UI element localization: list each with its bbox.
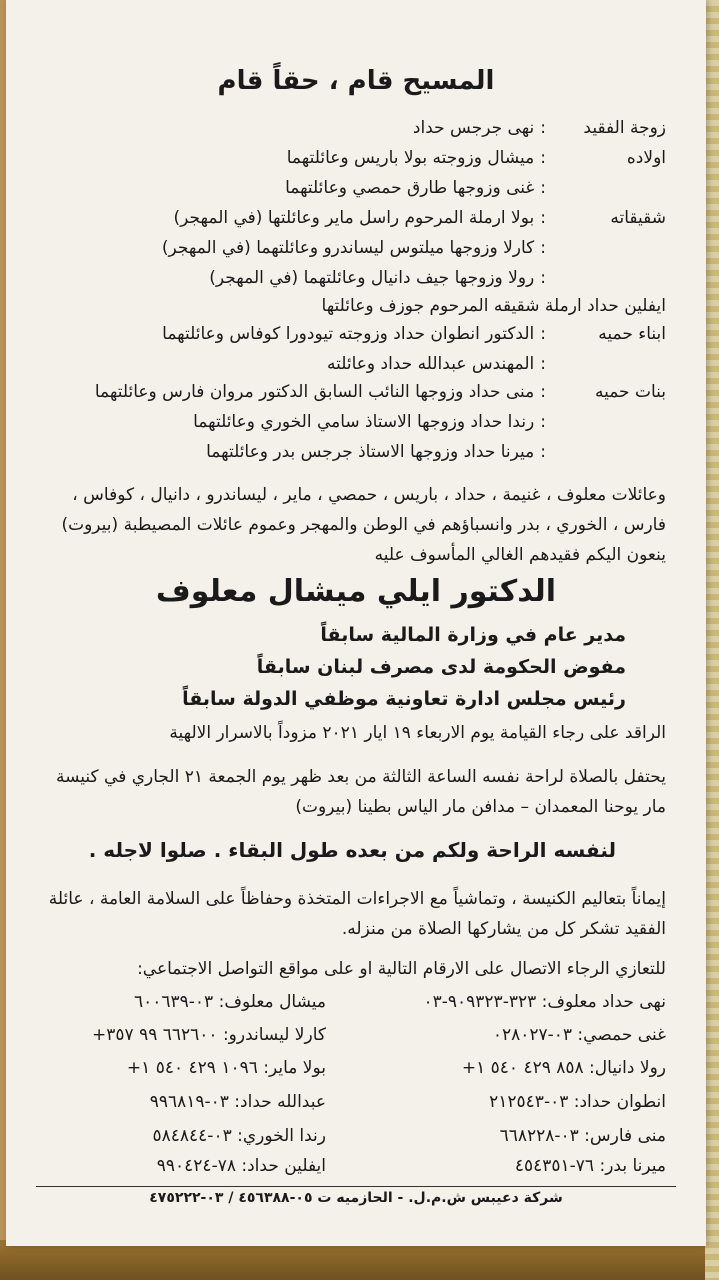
relative-line: :غنى وزوجها طارق حمصي وعائلتهما	[285, 178, 546, 198]
covid-note: إيماناً بتعاليم الكنيسة ، وتماشياً مع الاجراءات المتخذة وحفاظاً على السلامة العامة ، عائلة الفقيد تشكر كل من يشاركها الصلاة من منزله.	[48, 889, 666, 939]
prayer-notice: يحتفل بالصلاة لراحة نفسه الساعة الثالثة من بعد ظهر يوم الجمعة ٢١ الجاري في كنيسة مار يوحنا المعمدان – مدافن مار الياس بطينا (بيروت)	[56, 767, 666, 817]
relative-line: :رولا وزوجها جيف دانيال وعائلتهما (في المهجر)	[209, 268, 546, 288]
relative-text: كارلا وزوجها ميلتوس ليساندرو وعائلتهما (في المهجر)	[161, 238, 535, 258]
obituary-paper	[6, 0, 706, 1246]
relative-line: :المهندس عبدالله حداد وعائلته	[326, 354, 546, 374]
relative-text: بولا ارملة المرحوم راسل ماير وعائلتها (في المهجر)	[173, 208, 535, 228]
paper-edge	[705, 0, 719, 1280]
contact-entry: منى فارس: ٠٣-٦٦٨٢٢٨	[499, 1126, 666, 1146]
table-surface	[0, 1240, 719, 1280]
contact-entry: نهى حداد معلوف: ٣٢٣-٩٠٩٣٢٣-٠٣	[423, 992, 666, 1012]
contact-intro: للتعازي الرجاء الاتصال على الارقام التالية او على مواقع التواصل الاجتماعي:	[137, 959, 666, 979]
relative-label: بنات حميه	[594, 382, 666, 402]
relative-text: نهى جرجس حداد	[412, 118, 535, 138]
relative-line	[322, 296, 666, 316]
relative-text: غنى وزوجها طارق حمصي وعائلتهما	[285, 178, 535, 198]
relative-label: اولاده	[626, 148, 666, 168]
relative-label: شقيقاته	[610, 208, 666, 228]
divider	[36, 1186, 676, 1187]
relative-text: رندا حداد وزوجها الاستاذ سامي الخوري وعائلتهما	[193, 412, 535, 432]
contact-entry: انطوان حداد: ٠٣-٢١٢٥٤٣	[489, 1092, 666, 1112]
relative-text: منى حداد وزوجها النائب السابق الدكتور مروان فارس وعائلتهما	[94, 382, 535, 402]
contact-entry: ايفلين حداد: ٧٨-٩٩٠٤٢٤	[156, 1156, 326, 1176]
contact-entry: ميرنا بدر: ٧٦-٤٥٤٣٥١	[514, 1156, 666, 1176]
relative-line: :الدكتور انطوان حداد وزوجته تيودورا كوفاس وعائلتهما	[162, 324, 546, 344]
contact-entry: عبدالله حداد: ٠٣-٩٩٦٨١٩	[149, 1092, 326, 1112]
relative-line: :كارلا وزوجها ميلتوس ليساندرو وعائلتهما (في المهجر)	[161, 238, 546, 258]
relative-line: :رندا حداد وزوجها الاستاذ سامي الخوري وعائلتهما	[193, 412, 546, 432]
deceased-title: مدير عام في وزارة المالية سابقاً	[320, 624, 626, 646]
closing-line: لنفسه الراحة ولكم من بعده طول البقاء . صلوا لاجله .	[88, 838, 616, 862]
deceased-title: رئيس مجلس ادارة تعاونية موظفي الدولة سابقاً	[182, 688, 626, 710]
relative-line: :منى حداد وزوجها النائب السابق الدكتور مروان فارس وعائلتهما	[94, 382, 546, 402]
relative-line: :ميرنا حداد وزوجها الاستاذ جرجس بدر وعائلتهما	[206, 442, 546, 462]
contact-entry: بولا ماير: ١٠٩٦ ٤٢٩ ٥٤٠ ١+	[126, 1058, 326, 1078]
relative-text: ميشال وزوجته بولا باريس وعائلتهما	[286, 148, 535, 168]
contact-entry: كارلا ليساندرو: ٦٦٢٦٠٠ ٩٩ ٣٥٧+	[92, 1025, 326, 1045]
relative-line: :بولا ارملة المرحوم راسل ماير وعائلتها (في المهجر)	[173, 208, 546, 228]
deceased-title: مفوض الحكومة لدى مصرف لبنان سابقاً	[256, 656, 626, 678]
relative-label: ابناء حميه	[598, 324, 666, 344]
contact-entry: رندا الخوري: ٠٣-٥٨٤٨٤٤	[152, 1126, 326, 1146]
relative-line: :ميشال وزوجته بولا باريس وعائلتهما	[286, 148, 546, 168]
relative-text: ميرنا حداد وزوجها الاستاذ جرجس بدر وعائلتهما	[206, 442, 535, 462]
contact-entry: ميشال معلوف: ٠٣-٦٠٠٦٣٩	[133, 992, 326, 1012]
header-title: المسيح قام ، حقاً قام	[217, 66, 495, 96]
contact-entry: رولا دانيال: ٨٥٨ ٤٢٩ ٥٤٠ ١+	[461, 1058, 666, 1078]
contact-entry: غنى حمصي: ٠٣-٠٢٨٠٢٧	[492, 1025, 666, 1045]
relative-text: ايفلين حداد ارملة شقيقه المرحوم جوزف وعائلتها	[321, 296, 666, 316]
families-paragraph: وعائلات معلوف ، غنيمة ، حداد ، باريس ، حمصي ، ماير ، ليساندرو ، دانيال ، كوفاس ، فارس ، الخوري ، بدر وانسباؤهم في الوطن والمهجر وعموم عائلات المصيطبة (بيروت) ينعون اليكم فقيدهم الغالي المأسوف عليه	[61, 485, 666, 565]
relative-text: المهندس عبدالله حداد وعائلته	[326, 354, 535, 374]
relative-line: :نهى جرجس حداد	[412, 118, 546, 138]
death-notice: الراقد على رجاء القيامة يوم الاربعاء ١٩ ايار ٢٠٢١ مزوداً بالاسرار الالهية	[169, 723, 666, 743]
relative-text: رولا وزوجها جيف دانيال وعائلتهما (في المهجر)	[209, 268, 535, 288]
relative-label: زوجة الفقيد	[583, 118, 666, 138]
relative-text: الدكتور انطوان حداد وزوجته تيودورا كوفاس وعائلتهما	[162, 324, 535, 344]
printer-footer: شركة دعيبس ش.م.ل. - الحازميه ت ٠٥-٤٥٦٣٨٨ / ٠٣-٤٧٥٢٢٢	[149, 1190, 563, 1206]
deceased-name: الدكتور ايلي ميشال معلوف	[155, 574, 557, 609]
